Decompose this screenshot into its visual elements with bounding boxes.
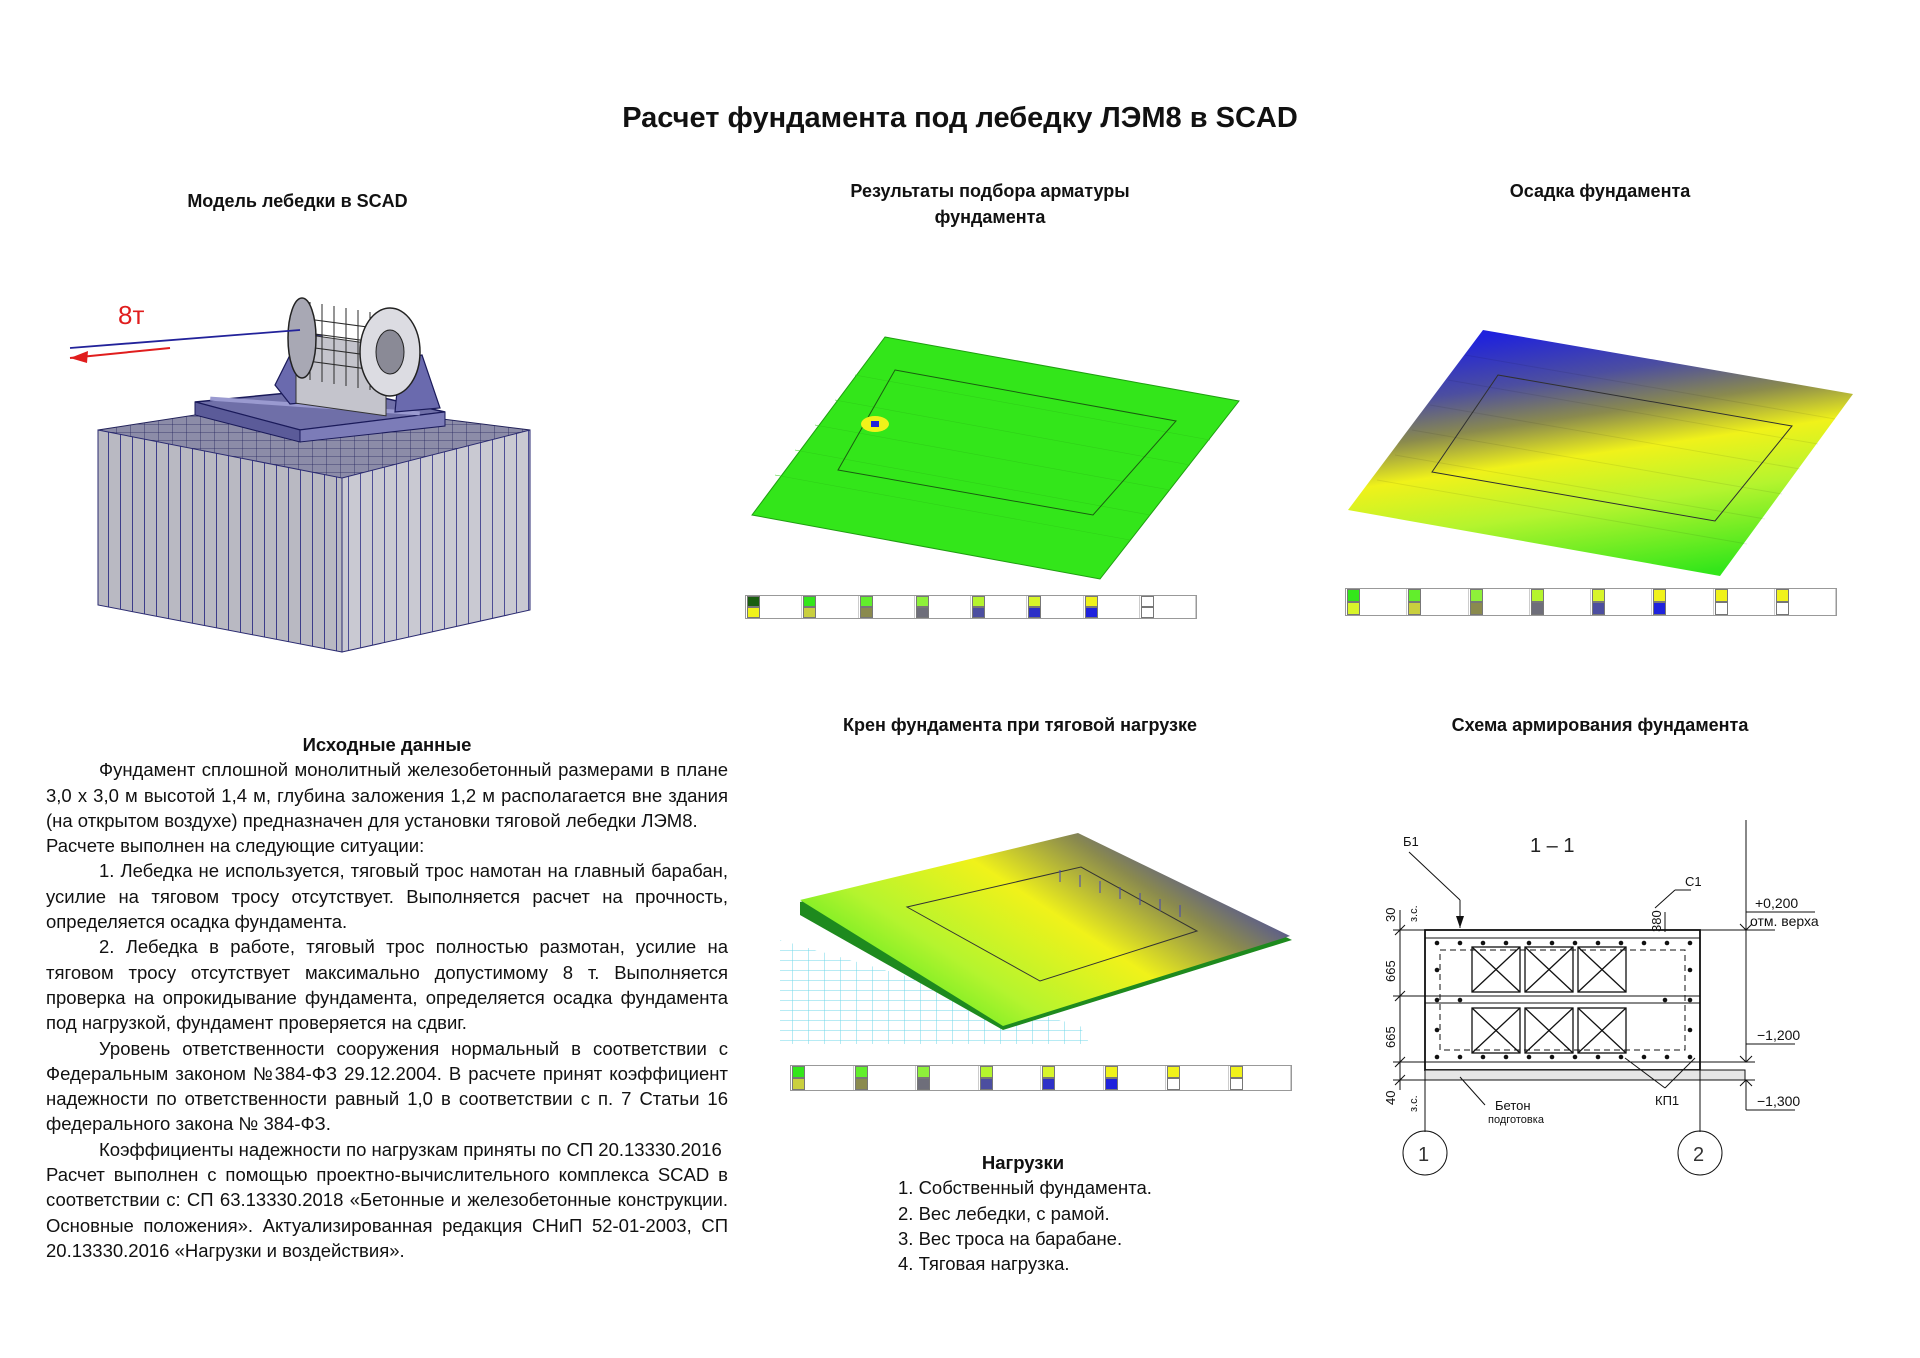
- beton-label: Бетон: [1495, 1098, 1531, 1113]
- loads-block: [898, 1150, 1152, 1276]
- dim-40: 40: [1383, 1090, 1398, 1105]
- prep-label: подготовка: [1488, 1114, 1544, 1126]
- reinforcement-scheme: [1345, 820, 1835, 1180]
- concrete-prep: [1425, 1070, 1745, 1080]
- tilt-plot: [760, 830, 1305, 1045]
- bottom-mark: −1,300: [1757, 1093, 1801, 1109]
- dim-665-bottom: 665: [1383, 1026, 1398, 1048]
- section-label: 1 – 1: [1530, 835, 1575, 857]
- b1-label: Б1: [1403, 834, 1419, 849]
- dim-380: 380: [1649, 910, 1664, 932]
- source-data-heading: Исходные данные: [302, 734, 472, 755]
- foundation-section: [1425, 930, 1700, 1070]
- source-para-5: Уровень ответственности сооружения нормальный в соответствии с Федеральным законом №384-ФЗ 29.12.2004. В расчете принят коэффициент надежности по ответственности равный 1,0 в соответствии с п. 7 Статьи 16 федерального закона № 384-ФЗ.: [46, 1037, 728, 1135]
- force-arrow-icon: [70, 348, 170, 363]
- reinforcement-plot: [745, 325, 1240, 580]
- source-para-2: Расчете выполнен на следующие ситуации:: [46, 835, 425, 857]
- reinforcement-title-line2: фундамента: [934, 207, 1046, 227]
- load-item: 3. Вес троса на барабане.: [898, 1227, 1123, 1249]
- source-para-7: Расчет выполнен с помощью проектно-вычислительного комплекса SCAD в соответствии с: СП 63.13330.2018 «Бетонные и железобетонные конструкции. Основные положения». Актуализированная редакция СНиП 52-01-2003, СП 20.13330.2016 «Нагрузки и воздействия».: [46, 1164, 728, 1261]
- cable-line: [70, 330, 300, 348]
- settlement-legend: [1345, 588, 1837, 616]
- reinforcement-legend: [745, 595, 1197, 619]
- axis-2-label: 2: [1693, 1144, 1705, 1166]
- dim-665-top: 665: [1383, 960, 1398, 982]
- tilt-title: Крен фундамента при тяговой нагрузке: [843, 715, 1197, 735]
- load-item: 2. Вес лебедки, с рамой.: [898, 1202, 1110, 1224]
- top-mark: +0,200: [1755, 895, 1799, 911]
- model-title: Модель лебедки в SCAD: [187, 191, 408, 211]
- winch-model-figure: [60, 280, 540, 655]
- top-mark-note: отм. верха: [1750, 913, 1819, 929]
- c1-label: С1: [1685, 874, 1702, 889]
- kp1-label: КП1: [1655, 1093, 1680, 1108]
- loads-heading: Нагрузки: [981, 1152, 1065, 1173]
- force-label: 8т: [118, 300, 145, 330]
- source-para-4: 2. Лебедка в работе, тяговый трос полностью размотан, усилие на тяговом тросу отсутствует максимально допустимому 8 т. Выполняется проверка на опрокидывание фундамента, определяется осадка фундамента под нагрузкой, фундамент проверяется на сдвиг.: [46, 936, 728, 1034]
- settlement-plot: [1340, 328, 1855, 578]
- scheme-title: Схема армирования фундамента: [1451, 715, 1749, 735]
- settlement-title: Осадка фундамента: [1509, 181, 1691, 201]
- source-para-3: 1. Лебедка не используется, тяговый трос намотан на главный барабан, усилие на тяговом тросу отсутствует. Выполняется расчет на прочность, определяется осадка фундамента.: [46, 860, 728, 933]
- reinforcement-title-line1: Результаты подбора арматуры: [850, 181, 1130, 201]
- dim-30: 30: [1383, 907, 1398, 922]
- source-para-6: Коэффициенты надежности по нагрузкам приняты по СП 20.13330.2016: [99, 1138, 722, 1160]
- load-item: 4. Тяговая нагрузка.: [898, 1253, 1070, 1275]
- tilt-legend: [790, 1065, 1292, 1091]
- zs-top-label: з.с.: [1408, 905, 1420, 922]
- mid-mark: −1,200: [1757, 1027, 1801, 1043]
- zs-bottom-label: з.с.: [1408, 1095, 1420, 1112]
- source-data-block: [46, 732, 728, 1263]
- axis-1-label: 1: [1418, 1144, 1430, 1166]
- reinforcement-title: [800, 178, 1180, 230]
- page-title: Расчет фундамента под лебедку ЛЭМ8 в SCAD: [622, 102, 1298, 134]
- load-item: 1. Собственный фундамента.: [898, 1177, 1152, 1199]
- source-para-1: Фундамент сплошной монолитный железобетонный размерами в плане 3,0 х 3,0 м высотой 1,4 м, глубина заложения 1,2 м располагается вне здания (на открытом воздухе) предназначен для установки тяговой лебедки ЛЭМ8.: [46, 759, 728, 831]
